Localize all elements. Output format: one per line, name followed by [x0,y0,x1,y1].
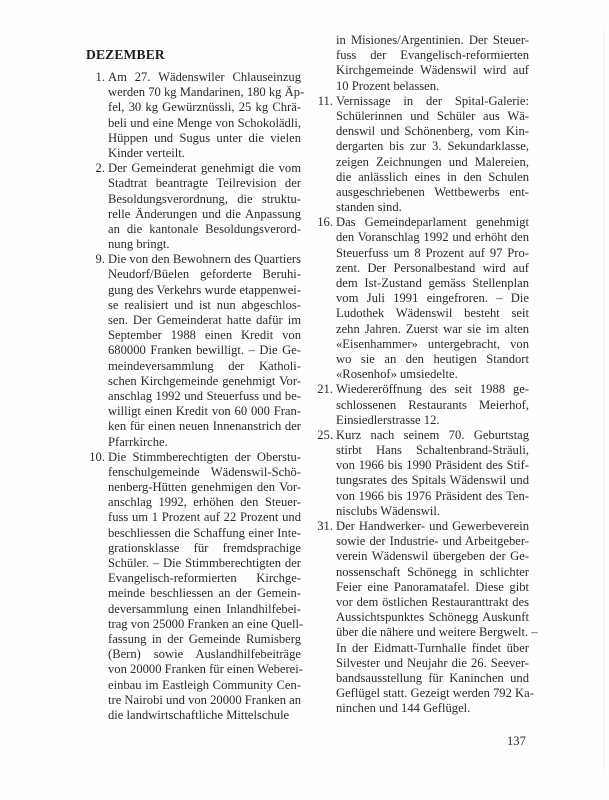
entry-day-number: 2. [95,161,105,176]
text-line: Evangelisch-reformierten Kirchge- [108,571,301,586]
entry-day-number: 1. [95,70,105,84]
page-edge-shadow [603,30,605,770]
entry-day-number: 21. [317,382,333,397]
chronicle-entry [83,449,304,723]
text-line: ausgeschriebenen Wettbewerbs ent- [336,184,529,199]
text-line: 680000 Franken bewilligt. – Die Ge- [108,343,301,358]
chronicle-entry [311,382,529,428]
text-line: schlossenen Restaurants Meierhof, [336,397,529,412]
text-line: fel, 30 kg Gewürznüssli, 25 kg Chrä- [108,100,301,115]
text-line: Die Stimmberechtigten der Oberstu- [108,449,301,464]
text-line: Vernissage in der Spital-Galerie: [336,93,529,108]
text-line: willigt einen Kredit von 60 000 Fran- [108,404,301,419]
chronicle-entry [311,428,529,519]
text-line: Kirchgemeinde Wädenswil wird auf [336,63,529,78]
text-line: Am 27. Wädenswiler Chlauseinzug [108,70,301,84]
text-line: ken für einen neuen Innenanstrich der [108,419,301,434]
text-line: dem Ist-Zustand gemäss Stellenplan [336,276,529,290]
text-line: verein Wädenswil übergeben der Ge- [336,549,529,564]
text-line: Schüler. – Die Stimmberechtigten der [108,556,301,570]
text-line: beschliessen die Schaffung einer Inte- [108,525,301,540]
text-line: von 1966 bis 1990 Präsident des Stif- [336,458,529,473]
month-heading: DEZEMBER [86,47,165,62]
text-line: nung bringt. [108,237,170,252]
chronicle-entry [83,161,301,252]
text-line: an die kantonale Besoldungsverord- [108,221,301,236]
chronicle-entry [311,94,529,216]
text-line: die landwirtschaftliche Mittelschule [108,707,290,722]
text-line: fuss um 1 Prozent auf 22 Prozent und [108,510,301,525]
text-line: Das Gemeindeparlament genehmigt [336,215,529,230]
text-line: Wiedereröffnung des seit 1988 ge- [336,382,529,397]
page-number: 137 [507,734,526,748]
continued-entry [311,33,529,94]
text-line: meindeversammlung der Katholi- [108,358,301,373]
text-line: vom Juli 1991 eingefroren. – Die [336,291,529,306]
entry-day-number: 11. [317,93,333,108]
text-line: ninchen und 144 Geflügel. [336,701,471,716]
text-line: grationsklasse für fremdsprachige [108,540,301,555]
text-line: Steuerfuss um 8 Prozent auf 97 Pro- [336,245,529,260]
left-column [83,70,305,723]
text-line: Stadtrat beantragte Teilrevision der [108,176,301,191]
text-line: anschlag 1992 und Steuerfuss und be- [108,388,301,403]
text-line: Hüppen und Sugus unter die vielen [108,130,301,145]
text-line: schen Kirchgemeinde genehmigt Vor- [108,373,301,388]
text-line: relle Änderungen und die Anpassung [108,206,301,221]
text-line: Feier eine Panoramatafel. Diese gibt [336,579,529,594]
text-line: tungsrates des Spitals Wädenswil und [336,473,529,488]
text-line: in Misiones/Argentinien. Der Steuer- [336,33,529,47]
text-line: anschlag 1992, erhöhen den Steuer- [108,495,301,510]
text-line: September 1988 einen Kredit von [108,328,301,343]
text-line: die anlässlich eines in den Schulen [336,169,529,184]
text-line: vor dem östlichen Restauranttrakt des [336,594,529,609]
text-line: nenberg-Hütten genehmigen den Vor- [108,480,301,495]
text-line: Silvester und Neujahr die 26. Seever- [336,655,529,670]
text-line: (Bern) sowie Auslandhilfebeiträge [108,647,301,662]
text-line: den Voranschlag 1992 und erhöht den [336,230,529,245]
text-line: meinde beschliessen an der Gemein- [108,586,301,601]
entry-day-number: 31. [317,519,333,533]
text-line: «Rosenhof» umsiedelte. [336,367,458,382]
text-line: nossenschaft Schönegg in schlichter [336,564,529,579]
text-line: Schülerinnen und Schüler aus Wä- [336,108,529,123]
text-line: Kurz nach seinem 70. Geburtstag [336,427,529,442]
text-line: nisclubs Wädenswil. [336,503,441,518]
text-line: zeigen Zeichnungen und Malereien, [336,154,529,169]
text-line: zent. Der Personalbestand wird auf [336,260,529,275]
text-line: se realisiert und ist nun abgeschlos- [108,297,301,312]
text-line: einbau im Eastleigh Community Cen- [108,677,301,692]
text-line: stirbt Hans Schaltenbrand-Sträuli, [336,443,529,458]
text-line: Einsiedlerstrasse 12. [336,412,440,427]
text-line: wo sie an den heutigen Standort [336,351,529,366]
text-line: Pfarrkirche. [108,434,168,449]
text-line: Besoldungsverordnung, die struktu- [108,191,301,206]
text-line: fenschulgemeinde Wädenswil-Schö- [108,464,301,479]
right-column [311,33,538,716]
chronicle-entry [311,519,538,716]
entry-day-number: 16. [317,215,333,230]
text-line: denswil und Schönenberg, vom Kin- [336,124,529,139]
text-line: 10 Prozent belassen. [336,78,440,93]
text-line: gung des Verkehrs wurde etappenwei- [108,282,301,297]
text-line: Der Handwerker- und Gewerbeverein [336,519,529,533]
chronicle-entry [83,70,305,161]
text-line: von 1966 bis 1976 Präsident des Ten- [336,488,529,503]
text-line: fassung in der Gemeinde Rumisberg [108,631,301,646]
text-line: über die nähere und weitere Bergwelt. – [336,625,538,640]
text-line: zehn Jahren. Zuerst war sie im alten [336,321,529,336]
entry-day-number: 10. [89,449,105,464]
text-line: Neudorf/Büelen geforderte Beruhi- [108,267,301,282]
text-line: sen. Der Gemeinderat hatte dafür im [108,313,301,327]
text-line: standen sind. [336,200,402,215]
text-line: In der Eidmatt-Turnhalle findet über [336,640,529,655]
entry-day-number: 25. [317,427,333,442]
text-line: Kinder verteilt. [108,145,185,160]
text-line: tre Nairobi und von 20000 Franken an [108,692,302,707]
text-line: Geflügel statt. Gezeigt werden 792 Ka- [336,686,534,701]
chronicle-entry [83,252,301,449]
text-line: von 20000 Franken für einen Weberei- [108,662,303,677]
text-line: Die von den Bewohnern des Quartiers [108,252,301,267]
entry-day-number: 9. [95,252,105,267]
text-line: Aussichtspunktes Schönegg Auskunft [336,610,529,625]
text-line: «Eisenhammer» untergebracht, von [336,336,529,351]
text-line: fuss der Evangelisch-reformierten [336,48,529,63]
text-line: Der Gemeinderat genehmigt die vom [108,161,301,176]
text-line: bandsausstellung für Kaninchen und [336,670,529,685]
text-line: Ludothek Wädenswil besteht seit [336,306,529,321]
text-line: trag von 25000 Franken an eine Quell- [108,616,304,631]
text-line: deversammlung einen Inlandhilfebei- [108,601,301,616]
text-line: beli und eine Menge von Schokolädli, [108,115,301,130]
text-line: dergarten bis zur 3. Sekundarklasse, [336,139,529,154]
chronicle-entry [311,215,529,382]
text-line: werden 70 kg Mandarinen, 180 kg Äp- [108,85,305,100]
text-line: sowie der Industrie- und Arbeitgeber- [336,534,529,549]
